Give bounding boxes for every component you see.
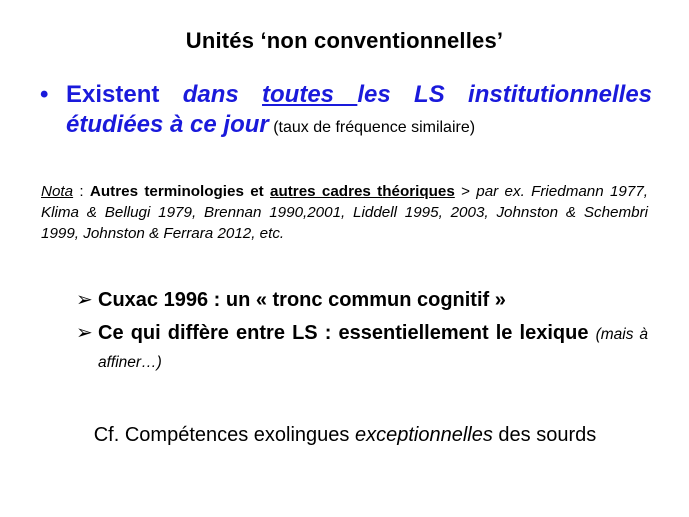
cf-text-end: des sourds <box>492 424 597 446</box>
nota-label: Nota <box>41 183 74 200</box>
bullet-text-existent: Existent <box>66 81 183 108</box>
arrow-marker: ➢ <box>76 289 93 311</box>
nota-underlined-text: autres cadres théoriques <box>270 183 455 200</box>
main-bullet <box>40 80 652 143</box>
nota-paragraph <box>41 181 648 244</box>
nota-gt: > <box>454 183 477 200</box>
arrow-item <box>76 287 648 315</box>
bullet-marker: • <box>40 81 49 108</box>
arrow-text: Ce qui diffère entre LS : essentiellement le lexique <box>98 322 596 344</box>
cf-text-start: Cf. Compétences exolingues <box>93 424 355 446</box>
arrow-item-text <box>98 287 648 315</box>
bullet-text-dans: dans <box>182 81 263 108</box>
arrow-note: (mais à affiner…) <box>98 326 648 371</box>
bullet-note: (taux de fréquence similaire) <box>268 119 476 136</box>
bullet-text-rest: les LS institutionnelles étudiées à ce jour <box>66 81 653 138</box>
cf-text-italic: exceptionnelles <box>354 424 493 446</box>
arrow-text: Cuxac 1996 : un « tronc commun cognitif » <box>98 289 506 311</box>
slide-title: Unités ‘non conventionnelles’ <box>185 28 504 53</box>
nota-references: par ex. Friedmann 1977, Klima & Bellugi 1979, Brennan 1990,2001, Liddell 1995, 2003, Johnston & Schembri 1999, Johnston & Ferrara 2012, etc. <box>41 183 648 242</box>
main-bullet-text <box>66 80 652 143</box>
arrow-marker: ➢ <box>76 322 93 344</box>
arrow-item <box>76 320 648 376</box>
nota-separator: : <box>73 183 90 200</box>
nota-bold-text: Autres terminologies et <box>89 183 271 200</box>
bullet-text-toutes: toutes <box>262 81 358 108</box>
arrow-list <box>76 287 648 381</box>
cf-paragraph <box>80 422 610 448</box>
arrow-item-text <box>98 320 648 376</box>
